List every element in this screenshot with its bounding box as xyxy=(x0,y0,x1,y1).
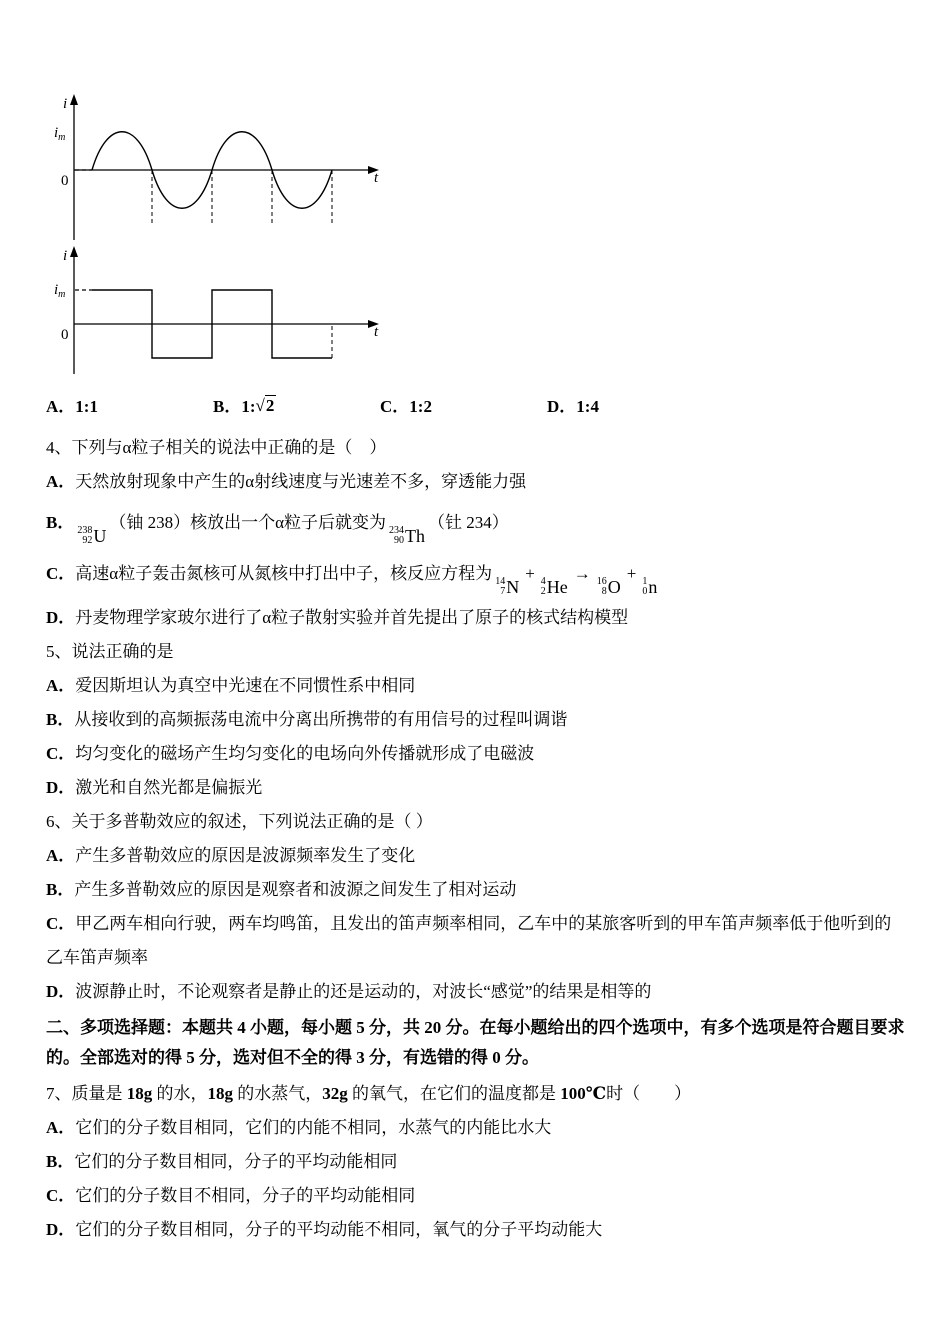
title-segment: 的水， xyxy=(152,1084,208,1103)
q3-option-b xyxy=(213,392,380,417)
nuclide-nitrogen-14 xyxy=(495,577,519,597)
option-text: 丹麦物理学家玻尔进行了α粒子散射实验并首先提出了原子的核式结构模型 xyxy=(75,608,629,627)
peak-current-label xyxy=(54,282,65,300)
section2-title: 二、多项选择题： xyxy=(46,1018,182,1037)
option-text: 波源静止时，不论观察者是静止的还是运动的，对波长“感觉”的结果是相等的 xyxy=(75,982,652,1001)
nuclide-neutron xyxy=(642,577,657,597)
q7-option-c xyxy=(46,1179,905,1213)
option-letter: D． xyxy=(547,397,577,416)
atomic-number: 90 xyxy=(394,535,404,546)
mass-number: 234 xyxy=(389,525,404,536)
q5-option-a xyxy=(46,669,905,703)
title-segment: 7、质量是 xyxy=(46,1084,127,1103)
mass-value: 18g xyxy=(207,1084,233,1103)
nuclide-numbers xyxy=(389,526,404,546)
question-7 xyxy=(46,1077,905,1247)
section2-instructions: 本题共 4 小题，每小题 5 分，共 20 分。在每小题给出的四个选项中，有多个选项是符合题目要求的。全部选对的得 5 分，选对但不全的得 3 分，有选错的得 0 分。 xyxy=(46,1018,905,1067)
square-wave-current-graph xyxy=(52,244,382,378)
y-axis-arrow xyxy=(70,246,78,257)
option-letter: A． xyxy=(46,472,76,491)
mass-value: 18g xyxy=(126,1084,153,1103)
option-text: 甲乙两车相向行驶，两车均鸣笛，且发出的笛声频率相同，乙车中的某旅客听到的甲车笛声频率低于他听到的乙车笛声频率 xyxy=(46,914,892,967)
q4-option-c xyxy=(46,547,905,601)
option-text: 从接收到的高频振荡电流中分离出所携带的有用信号的过程叫调谐 xyxy=(74,710,568,729)
peak-subscript: m xyxy=(58,289,66,300)
y-axis-label: i xyxy=(63,96,68,112)
plus-sign: + xyxy=(626,564,637,583)
q6-option-b xyxy=(46,873,905,907)
mass-value: 32g xyxy=(322,1084,348,1103)
nuclide-numbers xyxy=(495,577,505,597)
nuclide-numbers xyxy=(541,577,546,597)
option-letter: B． xyxy=(46,710,75,729)
q3-option-c xyxy=(380,392,547,417)
y-axis-arrow xyxy=(70,94,78,105)
option-letter: B． xyxy=(46,1152,75,1171)
nuclide-helium-4 xyxy=(541,577,568,597)
option-text: 爱因斯坦认为真空中光速在不同惯性系中相同 xyxy=(75,676,416,695)
origin-label: 0 xyxy=(61,173,69,189)
question-title: 4、下列与α粒子相关的说法中正确的是（ ） xyxy=(46,438,387,457)
option-value: 1:2 xyxy=(409,397,432,416)
atomic-number: 2 xyxy=(540,586,546,597)
option-text: 产生多普勒效应的原因是观察者和波源之间发生了相对运动 xyxy=(74,880,517,899)
option-letter: C． xyxy=(46,914,76,933)
option-letter: D． xyxy=(46,778,76,797)
option-letter: A． xyxy=(46,846,76,865)
element-symbol: U xyxy=(93,526,107,546)
q6-option-c xyxy=(46,907,905,975)
temperature-value: 100℃ xyxy=(560,1084,607,1103)
q4-option-d xyxy=(46,601,905,635)
q3-options-row xyxy=(46,392,905,417)
option-letter: B． xyxy=(46,880,75,899)
option-letter: A． xyxy=(46,676,76,695)
option-text: 产生多普勒效应的原因是波源频率发生了变化 xyxy=(75,846,416,865)
peak-symbol: i xyxy=(54,125,59,141)
question-4 xyxy=(46,431,905,635)
q5-option-b xyxy=(46,703,905,737)
mass-number: 16 xyxy=(596,576,607,587)
option-text: 天然放射现象中产生的α射线速度与光速差不多，穿透能力强 xyxy=(75,472,527,491)
peak-current-label xyxy=(54,125,65,143)
option-value: 1: xyxy=(241,397,256,416)
option-letter: D． xyxy=(46,1220,76,1239)
option-text: （钍 234） xyxy=(428,513,509,532)
question-title: 5、说法正确的是 xyxy=(46,642,174,661)
nuclide-thorium-234 xyxy=(389,526,425,546)
reaction-arrow: → xyxy=(573,564,591,583)
mass-number: 14 xyxy=(495,576,506,587)
title-segment: 的氧气，在它们的温度都是 xyxy=(347,1084,561,1103)
origin-label: 0 xyxy=(61,327,69,343)
question-title xyxy=(46,1077,905,1111)
q7-option-a xyxy=(46,1111,905,1145)
nuclide-numbers xyxy=(642,577,647,597)
option-value: 1:1 xyxy=(75,397,98,416)
option-text: （铀 238）核放出一个α粒子后就变为 xyxy=(109,513,386,532)
element-symbol: N xyxy=(506,577,520,597)
option-text: 激光和自然光都是偏振光 xyxy=(75,778,263,797)
plus-sign: + xyxy=(525,564,535,583)
q5-option-c xyxy=(46,737,905,771)
nuclide-oxygen-16 xyxy=(597,577,621,597)
q7-option-b xyxy=(46,1145,905,1179)
peak-subscript: m xyxy=(58,132,66,143)
mass-number: 1 xyxy=(642,576,648,587)
x-axis-label: t xyxy=(374,324,379,340)
sinusoidal-current-graph xyxy=(52,92,382,244)
sqrt-radical: √ xyxy=(255,396,265,415)
q6-option-d xyxy=(46,975,905,1009)
option-letter: D． xyxy=(46,982,76,1001)
question-5 xyxy=(46,635,905,805)
q3-option-a xyxy=(46,392,213,417)
q3-option-d xyxy=(547,392,714,417)
option-text: 它们的分子数目相同，分子的平均动能相同 xyxy=(74,1152,398,1171)
option-letter: C． xyxy=(46,1186,76,1205)
atomic-number: 0 xyxy=(642,586,648,597)
atomic-number: 8 xyxy=(601,586,607,597)
element-symbol: n xyxy=(648,577,658,597)
sqrt-value: 2 xyxy=(265,396,275,415)
title-segment: 时（ ） xyxy=(606,1084,692,1103)
option-value: 1:4 xyxy=(576,397,599,416)
option-letter: A． xyxy=(46,397,76,416)
element-symbol: He xyxy=(546,577,568,597)
nuclide-uranium-238 xyxy=(77,526,106,546)
option-letter: C． xyxy=(46,744,76,763)
title-segment: 的水蒸气， xyxy=(233,1084,323,1103)
option-text: 它们的分子数目相同，它们的内能不相同，水蒸气的内能比水大 xyxy=(75,1118,552,1137)
atomic-number: 7 xyxy=(500,586,506,597)
question-title: 6、关于多普勒效应的叙述，下列说法正确的是（ ） xyxy=(46,812,433,831)
nuclide-numbers xyxy=(597,577,607,597)
element-symbol: O xyxy=(607,577,621,597)
option-letter: C． xyxy=(380,397,410,416)
y-axis-label: i xyxy=(63,248,68,264)
question-6 xyxy=(46,805,905,1009)
q6-option-a xyxy=(46,839,905,873)
option-text: 它们的分子数目不相同，分子的平均动能相同 xyxy=(75,1186,416,1205)
q4-option-b xyxy=(46,499,905,547)
option-letter: D． xyxy=(46,608,76,627)
q5-option-d xyxy=(46,771,905,805)
x-axis-label: t xyxy=(374,170,379,186)
option-letter: A． xyxy=(46,1118,76,1137)
option-letter: B． xyxy=(213,397,242,416)
option-letter: C． xyxy=(46,564,76,583)
mass-number: 238 xyxy=(77,525,93,536)
element-symbol: Th xyxy=(405,526,425,546)
q7-option-d xyxy=(46,1213,905,1247)
option-letter: B． xyxy=(46,513,75,532)
atomic-number: 92 xyxy=(82,535,93,546)
current-waveforms-figure xyxy=(52,92,905,378)
section2-header xyxy=(46,1013,905,1073)
q4-option-a xyxy=(46,465,905,499)
nuclide-numbers xyxy=(77,526,92,546)
mass-number: 4 xyxy=(540,576,546,587)
option-text: 它们的分子数目相同，分子的平均动能不相同，氧气的分子平均动能大 xyxy=(75,1220,603,1239)
peak-symbol: i xyxy=(54,282,59,298)
option-text: 均匀变化的磁场产生均匀变化的电场向外传播就形成了电磁波 xyxy=(75,744,535,763)
option-text: 高速α粒子轰击氮核可从氮核中打出中子，核反应方程为 xyxy=(75,564,493,583)
